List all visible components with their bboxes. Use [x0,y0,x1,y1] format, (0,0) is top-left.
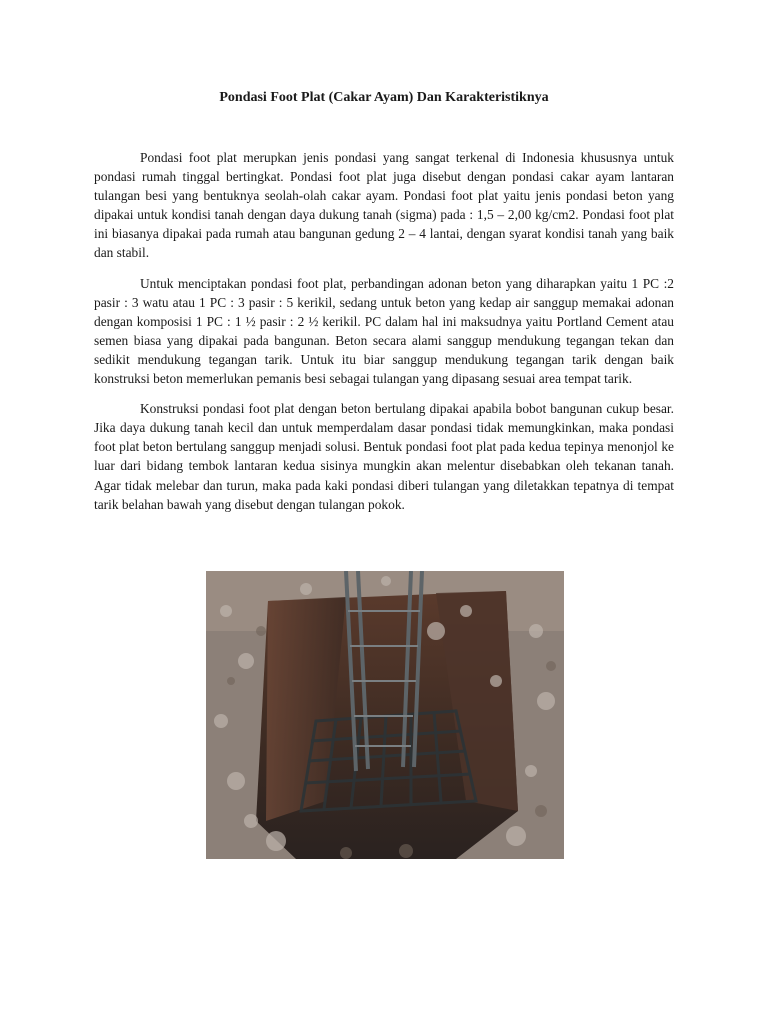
paragraph-1: Pondasi foot plat merupkan jenis pondasi yang sangat terkenal di Indonesia khususnya untuk pondasi rumah tinggal bertingkat. Pondasi foot plat juga disebut dengan pondasi cakar ayam lantaran tulangan besi yang bentuknya seolah-olah cakar ayam. Pondasi foot plat yaitu jenis pondasi beton yang dipakai untuk kondisi tanah dengan daya dukung tanah (sigma) pada : 1,5 – 2,00 kg/cm2. Pondasi foot plat ini biasanya dipakai pada rumah atau bangunan gedung 2 – 4 lantai, dengan syarat kondisi tanah yang baik dan stabil. [94,150,674,261]
document-title: Pondasi Foot Plat (Cakar Ayam) Dan Karakteristiknya [219,90,549,105]
paragraph-3: Konstruksi pondasi foot plat dengan beton bertulang dipakai apabila bobot bangunan cukup besar. Jika daya dukung tanah kecil dan untuk memperdalam dasar pondasi tidak memungkinkan, maka pondasi foot plat beton bertulang sanggup menjadi solusi. Bentuk pondasi foot plat pada kedua tepinya menonjol ke luar dari bidang tembok lantaran kedua sisinya mungkin akan melentur disebabkan oleh tekanan tanah. Agar tidak melebar dan turun, maka pada kaki pondasi diberi tulangan yang diletakkan tepatnya di tempat tarik belahan bawah yang disebut dengan tulangan pokok. [94,401,674,512]
paragraph-2: Untuk menciptakan pondasi foot plat, perbandingan adonan beton yang diharapkan yaitu 1 PC :2 pasir : 3 watu atau 1 PC : 3 pasir : 5 kerikil, sedang untuk beton yang kedap air sanggup memakai adonan dengan komposisi 1 PC : 1 ½ pasir : 2 ½ kerikil. PC dalam hal ini maksudnya yaitu Portland Cement atau semen biasa yang dipakai pada bangunan. Beton secara alami sanggup mendukung tegangan tekan dan sedikit mendukung tegangan tarik. Untuk itu biar sanggup mendukung tegangan tarik dengan baik konstruksi beton memerlukan pemanis besi sebagai tulangan yang dipasang sesuai area tempat tarik. [94,275,674,387]
foundation-rebar-photo [206,571,564,859]
document-body [94,148,674,525]
